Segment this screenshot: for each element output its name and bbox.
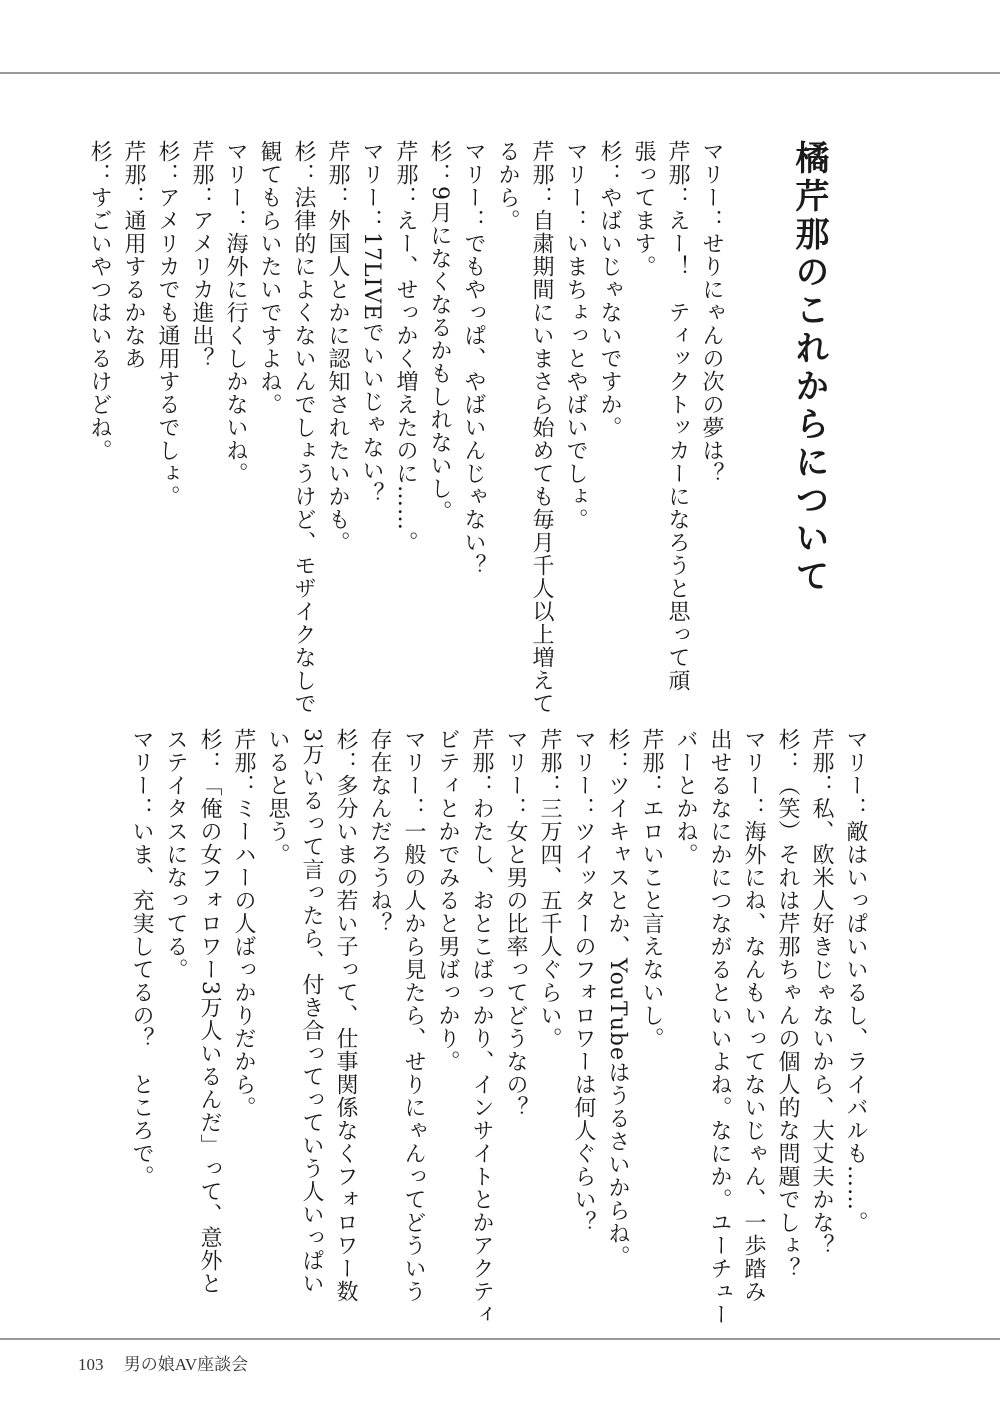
dialogue-line: 芹那：外国人とかに認知されたいかも。 xyxy=(325,140,350,554)
dialogue-line: バーとかね。 xyxy=(673,728,698,866)
dialogue-line: マリー：一般の人から見たら、せりにゃんってどういう xyxy=(401,728,426,1303)
footer-section-title: 男の娘AV座談会 xyxy=(123,1355,249,1374)
dialogue-line: 3万いるって言ったら、付き合ってっていう人いっぱい xyxy=(299,728,324,1295)
dialogue-line: 芹那：わたし、おとこばっかり、インサイトとかアクティ xyxy=(469,728,494,1326)
dialogue-line: 芹那：自粛期間にいまさら始めても毎月千人以上増えて xyxy=(529,140,554,715)
dialogue-line: 杉：ツイキャスとか、YouTubeはうるさいからね。 xyxy=(605,728,630,1268)
dialogue-line: るから。 xyxy=(495,140,520,232)
dialogue-line: 杉：アメリカでも通用するでしょ。 xyxy=(155,140,180,508)
dialogue-line: 杉：すごいやつはいるけどね。 xyxy=(87,140,112,462)
dialogue-line: 芹那：えー！ ティックトッカーになろうと思って頑 xyxy=(665,140,690,692)
dialogue-line: 張ってます。 xyxy=(631,140,656,278)
dialogue-line: 芹那：通用するかなあ xyxy=(121,140,146,370)
dialogue-block-top xyxy=(82,140,728,715)
dialogue-line: 杉：多分いまの若い子って、仕事関係なくフォロワー数 xyxy=(333,728,358,1303)
dialogue-line: マリー：17LIVEでいいじゃない？ xyxy=(359,140,384,506)
dialogue-line: 存在なんだろうね？ xyxy=(367,728,392,935)
dialogue-line: マリー：せりにゃんの次の夢は？ xyxy=(699,140,724,485)
dialogue-line: 出せるなにかにつながるといいよね。なにか。ユーチュー xyxy=(707,728,732,1326)
dialogue-block-bottom xyxy=(124,728,872,1326)
dialogue-line: マリー：いま、充実してるの？ ところで。 xyxy=(129,728,154,1188)
dialogue-line: マリー：いまちょっとやばいでしょ。 xyxy=(563,140,588,531)
dialogue-line: マリー：海外にね、なんもいってないじゃん、一歩踏み xyxy=(741,728,766,1303)
dialogue-line: マリー：ツイッターのフォロワーは何人ぐらい？ xyxy=(571,728,596,1234)
dialogue-line: 杉：やばいじゃないですか。 xyxy=(597,140,622,439)
dialogue-line: 杉：法律的によくないんでしょうけど、モザイクなしで xyxy=(291,140,316,715)
dialogue-line: 芹那：三万四、五千人ぐらい。 xyxy=(537,728,562,1050)
dialogue-line: ビティとかでみると男ばっかり。 xyxy=(435,728,460,1073)
dialogue-line: 芹那：私、欧米人好きじゃないから、大丈夫かな？ xyxy=(809,728,834,1257)
top-rule xyxy=(0,72,1000,74)
dialogue-line: マリー：女と男の比率ってどうなの？ xyxy=(503,728,528,1119)
dialogue-line: マリー：敵はいっぱいいるし、ライバルも……。 xyxy=(843,728,868,1234)
section-heading: 橘芹那のこれからについて xyxy=(789,140,829,596)
dialogue-line: いると思う。 xyxy=(265,728,290,866)
dialogue-line: マリー：でもやっぱ、やばいんじゃない？ xyxy=(461,140,486,577)
dialogue-line: 観てもらいたいですよね。 xyxy=(257,140,282,416)
dialogue-line: ステイタスになってる。 xyxy=(163,728,188,981)
dialogue-line: 杉：「俺の女フォロワー3万人いるんだ」って、意外と xyxy=(197,728,222,1295)
dialogue-line: 芹那：アメリカ進出？ xyxy=(189,140,214,370)
dialogue-line: 芹那：エロいこと言えないし。 xyxy=(639,728,664,1050)
page-number: 103 xyxy=(78,1355,104,1374)
dialogue-line: 芹那：えー、せっかく増えたのに……。 xyxy=(393,140,418,554)
bottom-rule xyxy=(0,1338,1000,1340)
dialogue-line: 杉：（笑）それは芹那ちゃんの個人的な問題でしょ？ xyxy=(775,728,800,1280)
dialogue-line: 芹那：ミーハーの人ばっかりだから。 xyxy=(231,728,256,1119)
dialogue-line: マリー：海外に行くしかないね。 xyxy=(223,140,248,485)
dialogue-line: 杉：9月になくなるかもしれないし。 xyxy=(427,140,452,523)
page-footer xyxy=(78,1350,248,1375)
